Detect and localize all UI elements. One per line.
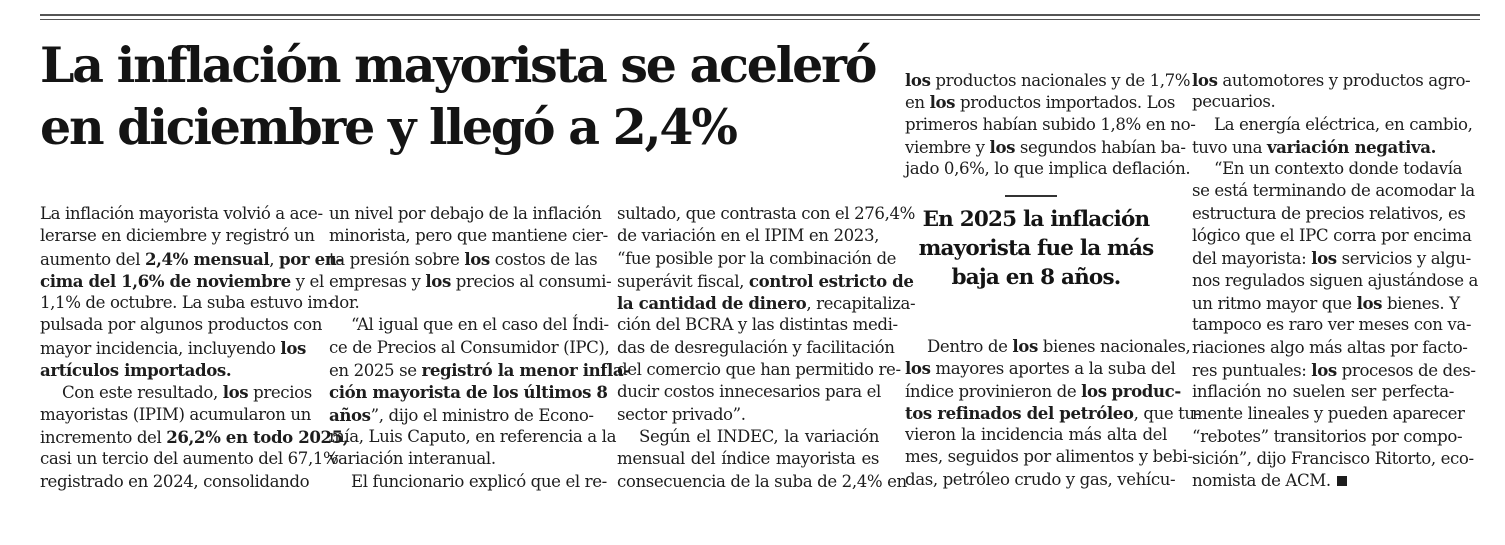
- col4-bottom-line-3: índice provinieron de los produc-: [905, 380, 1181, 401]
- col4-bottom-line-4: tos refinados del petróleo, que tu-: [905, 402, 1200, 423]
- col5-line-15: inflación no suelen ser perfecta-: [1192, 382, 1454, 402]
- col1-line-7: mayor incidencia, incluyendo los: [40, 337, 306, 358]
- col2-line-10: años”, dijo el ministro de Econo-: [329, 404, 594, 425]
- col5-line-11: un ritmo mayor que los bienes. Y: [1192, 292, 1460, 313]
- col4-bottom-line-7: das, petróleo crudo y gas, vehícu-: [905, 469, 1176, 489]
- col2-line-12: variación interanual.: [329, 449, 496, 469]
- body-column-3: [617, 203, 916, 493]
- pull-quote-line-2: mayorista fue la más: [918, 236, 1154, 261]
- col2-line-5: dor.: [329, 293, 360, 313]
- col1-line-9: Con este resultado, los precios: [62, 382, 312, 403]
- col1-line-12: casi un tercio del aumento del 67,1%: [40, 449, 339, 469]
- col3-line-5: la cantidad de dinero, recapitaliza-: [617, 293, 916, 314]
- col2-line-6: “Al igual que en el caso del Índi-: [351, 315, 609, 335]
- article-end-mark: [1337, 476, 1347, 486]
- col1-line-13: registrado en 2024, consolidando: [40, 471, 310, 491]
- pull-quote: [905, 205, 1167, 292]
- body-column-5: [1192, 69, 1479, 493]
- col5-line-14: res puntuales: los procesos de des-: [1192, 359, 1476, 380]
- col2-line-9: ción mayorista de los últimos 8: [329, 382, 608, 403]
- col3-line-12: mensual del índice mayorista es: [617, 449, 879, 469]
- col5-line-18: sición”, dijo Francisco Ritorto, eco-: [1192, 449, 1474, 469]
- col3-line-13: consecuencia de la suba de 2,4% en: [617, 471, 907, 491]
- col1-line-3: aumento del 2,4% mensual, por en-: [40, 248, 343, 269]
- col2-line-3: ta presión sobre los costos de las: [329, 248, 598, 269]
- col5-line-7: estructura de precios relativos, es: [1192, 203, 1466, 223]
- col3-line-11: Según el INDEC, la variación: [639, 426, 879, 446]
- col5-line-1: los automotores y productos agro-: [1192, 70, 1471, 90]
- col2-line-1: un nivel por debajo de la inflación: [329, 204, 602, 223]
- col5-line-3: La energía eléctrica, en cambio,: [1214, 114, 1473, 134]
- col2-line-2: minorista, pero que mantiene cier-: [329, 226, 608, 246]
- col1-line-10: mayoristas (IPIM) acumularon un: [40, 404, 311, 424]
- body-column-2: [329, 203, 630, 493]
- col1-line-4: cima del 1,6% de noviembre y el: [40, 270, 324, 291]
- col5-line-2: pecuarios.: [1192, 92, 1276, 112]
- col2-line-4: empresas y los precios al consumi-: [329, 270, 612, 291]
- col4-bottom-line-2: los mayores aportes a la suba del: [905, 358, 1176, 379]
- col1-line-8: artículos importados.: [40, 360, 232, 381]
- col4-top-line-5: jado 0,6%, lo que implica deflación.: [905, 159, 1191, 179]
- headline-line-1: La inflación mayorista se aceleró: [40, 36, 876, 94]
- body-column-4-top: [905, 69, 1196, 180]
- col5-line-4: tuvo una variación negativa.: [1192, 136, 1436, 157]
- pull-quote-line-3: baja en 8 años.: [951, 265, 1121, 290]
- col4-top-line-1: los productos nacionales y de 1,7%: [905, 70, 1191, 90]
- col5-line-5: “En un contexto donde todavía: [1214, 159, 1463, 179]
- col4-bottom-line-5: vieron la incidencia más alta del: [905, 425, 1167, 445]
- col3-line-1: sultado, que contrasta con el 276,4%: [617, 204, 915, 223]
- col4-bottom-line-6: mes, seguidos por alimentos y bebi-: [905, 447, 1193, 467]
- col3-line-3: “fue posible por la combinación de: [617, 248, 897, 268]
- col4-top-line-4: viembre y los segundos habían ba-: [905, 136, 1186, 157]
- col5-line-12: tampoco es raro ver meses con va-: [1192, 315, 1472, 335]
- col4-top-line-3: primeros habían subido 1,8% en no-: [905, 114, 1196, 134]
- col2-line-8: en 2025 se registró la menor infla-: [329, 360, 630, 381]
- col1-line-6: pulsada por algunos productos con: [40, 315, 322, 335]
- col1-line-1: La inflación mayorista volvió a ace-: [40, 204, 323, 223]
- col5-line-13: riaciones algo más altas por facto-: [1192, 337, 1468, 357]
- col3-line-10: sector privado”.: [617, 404, 746, 424]
- col2-line-11: mía, Luis Caputo, en referencia a la: [329, 426, 617, 446]
- col5-line-17: “rebotes” transitorios por compo-: [1192, 426, 1463, 446]
- col3-line-4: superávit fiscal, control estricto de: [617, 270, 914, 291]
- body-column-4-bottom: [905, 335, 1200, 491]
- col3-line-9: ducir costos innecesarios para el: [617, 382, 881, 402]
- col5-line-9: del mayorista: los servicios y algu-: [1192, 248, 1471, 269]
- col3-line-2: de variación en el IPIM en 2023,: [617, 226, 879, 246]
- col3-line-6: ción del BCRA y las distintas medi-: [617, 315, 898, 335]
- col4-top-line-2: en los productos importados. Los: [905, 92, 1175, 113]
- col5-line-16: mente lineales y pueden aparecer: [1192, 404, 1465, 424]
- top-rule-thin: [40, 19, 1480, 20]
- col5-line-6: se está terminando de acomodar la: [1192, 181, 1475, 201]
- col3-line-7: das de desregulación y facilitación: [617, 337, 895, 357]
- col5-line-10: nos regulados siguen ajustándose a: [1192, 270, 1479, 290]
- col1-line-5: 1,1% de octubre. La suba estuvo im-: [40, 293, 333, 313]
- col3-line-8: del comercio que han permitido re-: [617, 360, 901, 380]
- article-headline: [40, 34, 890, 158]
- pull-quote-line-1: En 2025 la inflación: [922, 207, 1150, 232]
- top-rule: [40, 14, 1480, 16]
- col1-line-11: incremento del 26,2% en todo 2025,: [40, 426, 349, 447]
- col4-bottom-line-1: Dentro de los bienes nacionales,: [927, 336, 1191, 356]
- headline-line-2: en diciembre y llegó a 2,4%: [40, 98, 736, 156]
- pull-quote-rule: [1005, 195, 1057, 197]
- col5-line-8: lógico que el IPC corra por encima: [1192, 226, 1472, 246]
- col2-line-13: El funcionario explicó que el re-: [351, 471, 607, 491]
- col5-line-19: nomista de ACM.: [1192, 470, 1454, 492]
- col2-line-7: ce de Precios al Consumidor (IPC),: [329, 337, 610, 357]
- col1-line-2: lerarse en diciembre y registró un: [40, 226, 315, 246]
